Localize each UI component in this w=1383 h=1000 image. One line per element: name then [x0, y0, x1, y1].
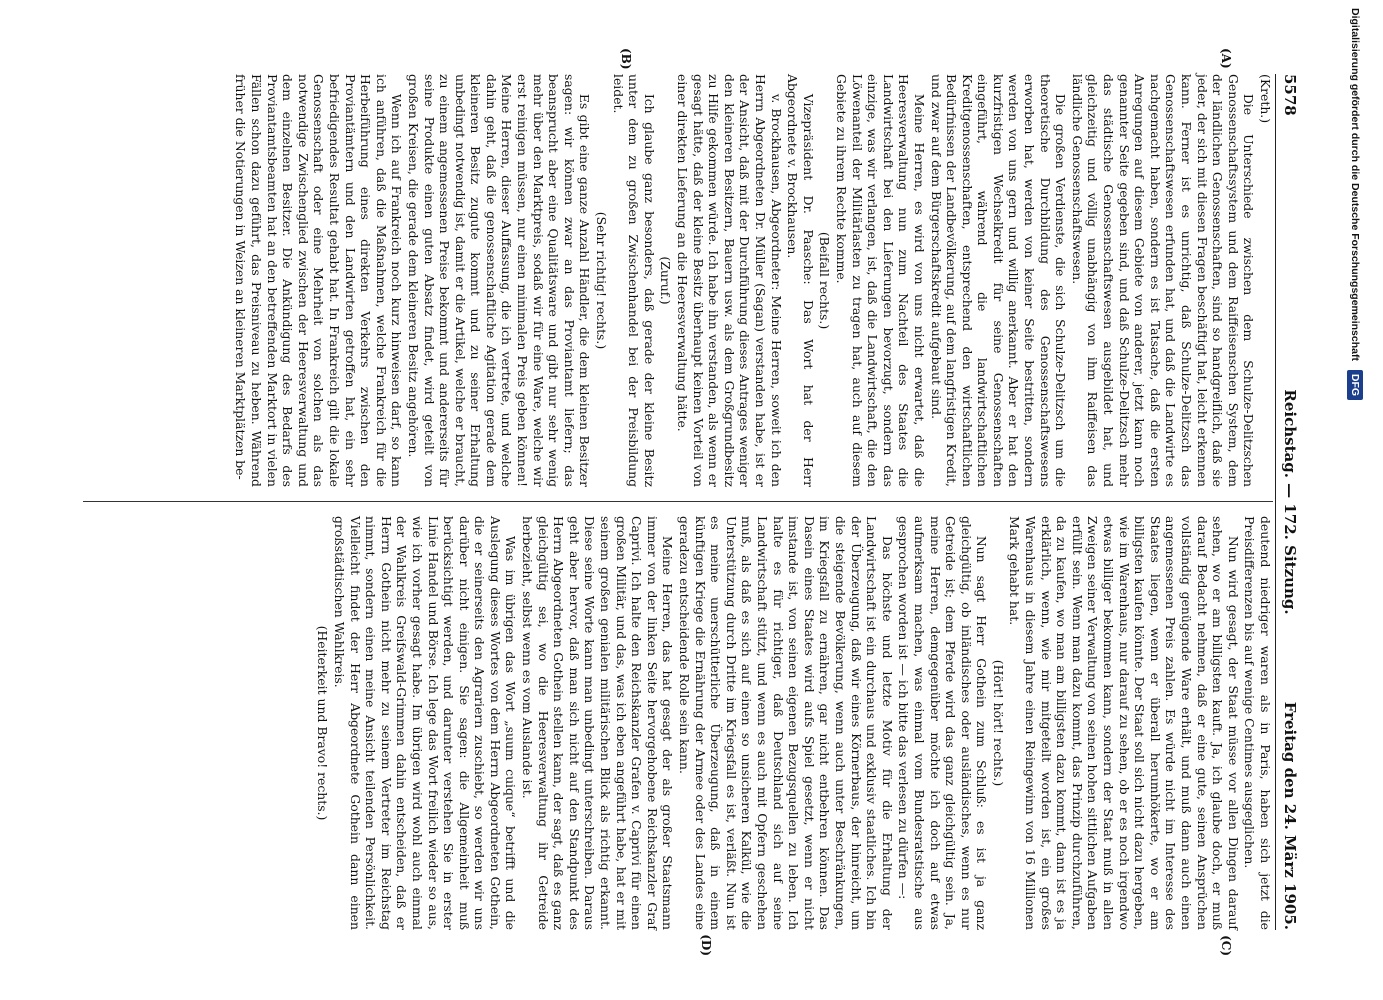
margin-marker-d: (D)	[699, 934, 713, 956]
credit-text: Digitalisierung gefördert durch die Deutsche Forschungsgemeinschaft	[1349, 8, 1361, 361]
paragraph: Die Unterschiede zwischen dem Schulze-Delitzschen Genossenschaftssystem und dem Raiffeisenschen System, dem der ländlichen Genossenschaften, sind so handgreiflich, daß sie jeder, der sich mit diesen Fragen beschäftigt hat, leicht erkennen kann. Ferner ist es unrichtig, daß Schulze-Delitzsch das Genossenschaftswesen erfunden hat, und daß die Landwirte es nachgemacht haben, sondern es ist Tatsache, daß die ersten Anregungen auf diesem Gebiete von anderer, jetzt kann noch genannter Seite gegeben sind, und daß Schulze-Delitzsch mehr das städtische Genossenschaftswesen ausgebildet hat, und gleichzeitig und völlig unabhängig von ihm Raiffeisen das ländliche Genossenschaftswesen.	[1069, 74, 1257, 487]
paragraph: Wenn ich auf Frankreich noch kurz hinweisen darf, so kann ich anführen, daß die Maßnahmen, welche Frankreich für die Herbeiführung eines direkten Verkehrs zwischen den Proviantämtern und den Landwirten getroffen hat, ein sehr befriedigendes Resultat gehabt hat. In Frankreich gilt die lokale Genossenschaft oder eine Mehrheit von solchen als das notwendige Zwischenglied zwischen der Heeresverwaltung und dem einzelnen Besitzer. Die Ankündigung des Bedarfs des Proviantamtsbeamten hat an den betreffenden Marktort in vielen Fällen schon dazu geführt, das Preisniveau zu heben. Während früher die Notierungen in Weizen an kleineren Marktplätzen be-	[233, 74, 405, 487]
paragraph: (Kreth.)	[1258, 74, 1273, 124]
left-column	[83, 74, 1273, 502]
paragraph: Es gibt eine ganze Anzahl Händler, die dem kleinen Besitzer sagen: wir können zwar an das Proviantamt liefern; das beansprucht aber eine Qualitätsware und gibt nur sehr wenig mehr über den Marktpreis, sodaß wir für eine Ware, welche wir erst reinigen müssen, nur einen minimalen Preis geben können! Meine Herren, dieser Auffassung, die ich vertrete, und welche dahin geht, daß die genossenschaftliche Agitation gerade dem kleineren Besitz zugute kommt und zu seiner Erhaltung unbedingt notwendig ist, damit er die Artikel, welche er braucht, zu einem angemessenen Preise bekommt und andererseits für seine Produkte einen guten Absatz findet, wird geteilt von großen Kreisen, die gerade dem kleineren Besitz angehören.	[405, 74, 593, 487]
paragraph: Ich glaube ganz besonders, daß gerade der kleine Besitz unter dem zu großen Zwischenhandel bei der Preisbildung leidet.	[610, 74, 657, 487]
paragraph: Die großen Verdienste, die sich Schulze-Delitzsch um die theoretische Durchbildung des Genossenschaftswesens erworben hat, werden von keiner Seite bestritten, sondern werden von uns gern und willig anerkannt. Aber er hat den kurzfristigen Wechselkredit für seine Genossenschaften eingeführt, während die landwirtschaftlichen Kreditgenossenschaften, entsprechend den wirtschaftlichen Bedürfnissen der Landbevölkerung, auf dem langfristigen Kredit, und zwar auf dem Bürgerschaftskredit aufgebaut sind.	[928, 74, 1069, 487]
session-date: Freitag den 24. März 1905.	[1281, 701, 1299, 930]
margin-marker-c: (C)	[1219, 935, 1233, 956]
paragraph: Meine Herren, es wird von uns nicht erwartet, daß die Heeresverwaltung nun zum Nachteil des Staates die Landwirtschaft bei den Lieferungen bevorzugt, sondern das einzige, was wir verlangen, ist, daß die Landwirtschaft, die den Löwenanteil der Militärlasten zu tragen hat, auch auf diesem Gebiete zu ihrem Rechte komme.	[833, 74, 927, 487]
page-number: 5578	[1281, 74, 1299, 116]
paragraph: (Sehr richtig! rechts.)	[594, 211, 610, 350]
paragraph: v. Brockhausen, Abgeordneter: Meine Herren, soweit ich den Herrn Abgeordneten Dr. Müller (Sagan) verstanden habe, ist er der Ansicht, daß mit der Durchführung dieses Antrages weniger den kleineren Besitzern, Bauern usw. als dem Großgrundbesitz zu Hilfe gekommen würde. Ich habe ihn verstanden, als wenn er gesagt hätte, daß der kleine Besitz überhaupt keinen Vorteil von einer direkten Lieferung an die Heeresverwaltung hätte.	[675, 74, 784, 487]
paragraph: Vizepräsident Dr. Paasche: Das Wort hat der Herr Abgeordnete v. Brockhausen.	[785, 74, 816, 487]
right-column	[83, 502, 1273, 930]
paragraph: deutend niedriger waren als in Paris, haben sich jetzt die Preisdifferenzen bis auf wenige Centimes ausgeglichen.	[1242, 516, 1273, 930]
margin-marker-b: (B)	[619, 48, 633, 70]
paragraph: (Beifall rechts.)	[817, 231, 833, 330]
session-title: Reichstag. — 172. Sitzung.	[1281, 389, 1299, 615]
paragraph: Was im übrigen das Wort „suum cuique“ betrifft und die Auslegung dieses Wortes von dem Herrn Abgeordneten Gothein, die er seinerseits den Agrariern zuschiebt, so werden wir uns darüber nicht einigen. Sie sagen: die Allgemeinheit muß berücksichtigt werden, und darunter verstehen Sie in erster Linie Handel und Börse. Ich lege das Wort freilich wieder so aus, wie ich vorher gesagt habe. Im übrigen wird wohl auch einmal der Wahlkreis Greifswald-Grimmen dahin entscheiden, daß er Herrn Gothein nicht mehr zu seinem Vertreter im Reichstag nimmt, sondern einen meine Ansicht teilenden Persönlichkeit. Vielleicht findet der Herr Abgeordnete Gothein dann einen großstädtischen Wahlkreis.	[331, 516, 519, 930]
page-header	[1273, 74, 1307, 930]
digitization-credit	[1340, 8, 1370, 988]
paragraph: (Hört! hört! rechts.)	[990, 659, 1006, 787]
paragraph: Meine Herren, das hat gesagt der als großer Staatsmann immer von der linken Seite hervorgehobene Reichskanzler Graf Caprivi. Ich halte den Reichskanzler Grafen v. Caprivi für einen großen Militär, und das, was ich eben angeführt habe, hat er mit seinem großen genialen militärischen Blick als richtig erkannt. Diese seine Worte kann man unbedingt unterschreiben. Daraus geht aber hervor, daß man sich nicht auf den Standpunkt des Herrn Abgeordneten Gothein stellen kann, der sagt, daß es ganz gleichgültig sei, wo die Heeresverwaltung ihr Getreide herbezieht, selbst wenn es vom Auslande ist.	[520, 516, 676, 930]
text-columns	[83, 48, 1273, 956]
dfg-logo: DFG	[1347, 370, 1363, 400]
paragraph: (Zuruf.)	[658, 256, 674, 305]
paragraph: (Heiterkeit und Bravo! rechts.)	[315, 625, 331, 821]
paragraph: Nun sagt Herr Gothein zum Schluß: es ist ja ganz gleichgültig, ob inländisches oder ausländisches, wenn es nur Getreide ist; dem Pferde wird das ganz gleichgültig sein. Ja, meine Herren, demgegenüber möchte ich doch auf etwas aufmerksam machen, was einmal vom Bundesratstische aus gesprochen worden ist — ich bitte das verlesen zu dürfen —:	[896, 516, 990, 930]
newspaper-page	[63, 48, 1313, 956]
header-rule	[1275, 74, 1276, 930]
margin-marker-a: (A)	[1219, 48, 1233, 69]
paragraph: Nun wird gesagt, der Staat müsse vor allen Dingen darauf sehen, wo er am billigsten kauft. Ja, ich glaube doch, er muß darauf Bedacht nehmen, daß er eine gute, seinen Ansprüchen vollständig genügende Ware erhält, und muß dann auch einen angemessenen Preis zahlen. Es würde nicht im Interesse des Staates liegen, wenn er überall herumhökerte, wo er am billigsten kaufen könnte. Der Staat soll sich nicht dazu hergeben, wie im Warenhaus, nur darauf zu sehen, ob er es noch irgendwo etwas billiger bekommen kann, sondern der Staat muß in allen Zweigen seiner Verwaltung von seinen hohen sittlichen Aufgaben erfüllt sein. Wenn man dazu kommt, das Prinzip durchzuführen, da zu kaufen, wo man am billigsten dazu kommt, dann ist es ja erklärlich, wenn, wie mir mitgeteilt worden ist, ein großes Warenhaus in diesem Jahre einen Reingewinn von 16 Millionen Mark gehabt hat.	[1007, 516, 1241, 930]
paragraph: Das höchste und letzte Motiv für die Erhaltung der Landwirtschaft ist ein durchaus und exklusiv staatliches. Ich bin der Überzeugung, daß wir eines Körnerbaus, der hinreicht, um die steigende Bevölkerung, wenn auch unter Beschränkungen, im Kriegsfall zu ernähren, gar nicht entbehren können. Das Dasein eines Staates wird aufs Spiel gesetzt, wenn er nicht imstande ist, von seinen eigenen Bezugsquellen zu leben. Ich halte es für richtiger, daß Deutschland sich auf seine Landwirtschaft stützt, und wenn es auch mit Opfern geschehen muß, als daß es sich auf einen so unsicheren Kalkül, wie die Unterstützung durch Dritte im Kriegsfall es ist, verläßt. Nun ist es meine unerschütterliche Überzeugung, daß in einem künftigen Kriege die Ernährung der Armee oder des Landes eine geradezu entscheidende Rolle sein kann.	[677, 516, 895, 930]
